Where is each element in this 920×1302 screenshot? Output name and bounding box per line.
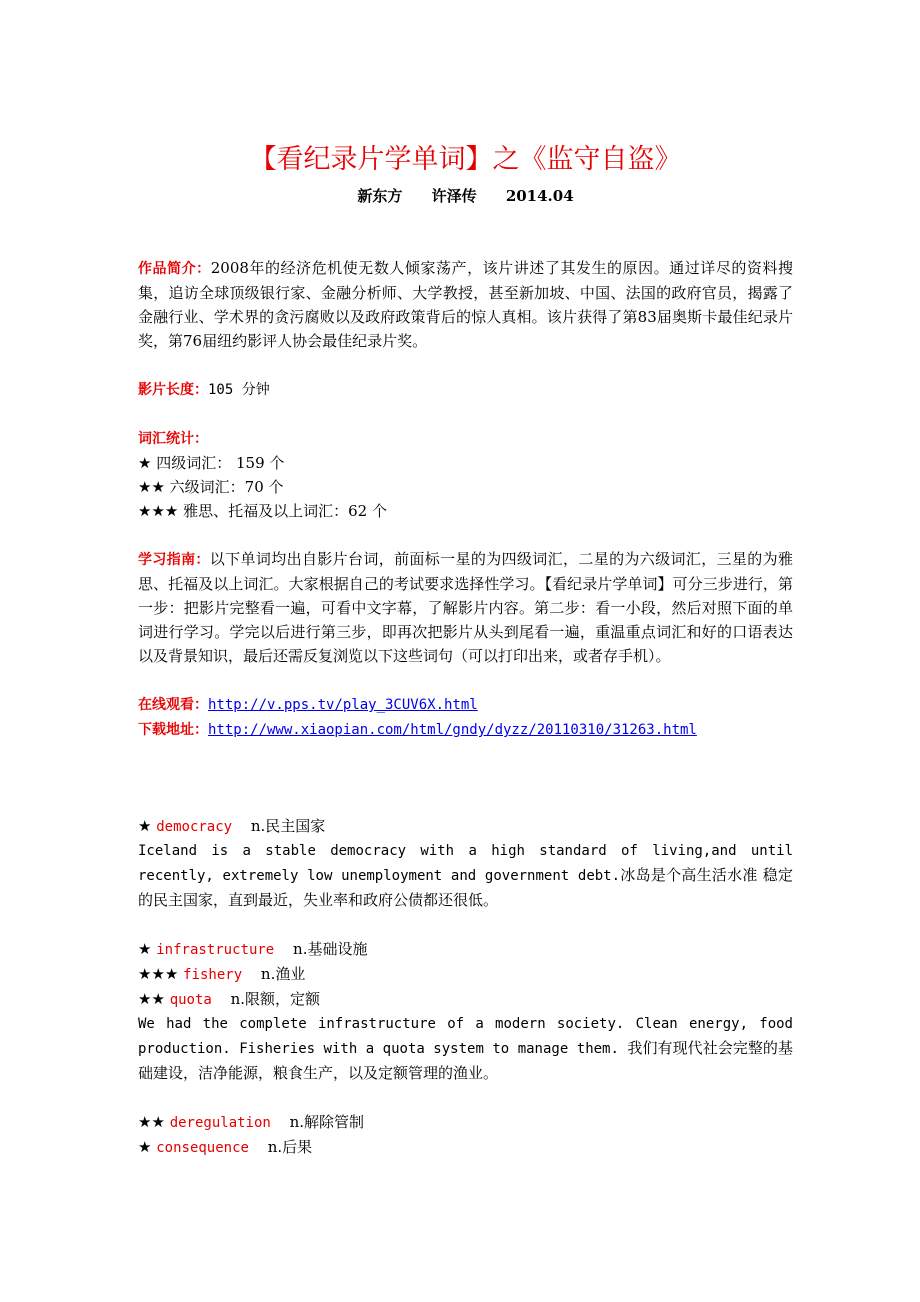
vocab-entry — [138, 987, 793, 1012]
vocab-definition: n.限额，定额 — [230, 990, 321, 1008]
vocab-definition: n.基础设施 — [293, 940, 368, 958]
download-label: 下载地址： — [138, 722, 208, 738]
vocab-word: democracy — [156, 819, 233, 835]
intro-text: 2008年的经济危机使无数人倾家荡产，该片讲述了其发生的原因。通过详尽的资料搜集，追访全球顶级银行家、金融分析师、大学教授，甚至新加坡、中国、法国的政府官员，揭露了金融行业、学术界的贪污腐败以及政府政策背后的惊人真相。该片获得了第83届奥斯卡最佳纪录片奖，第76届纽约影评人协会最佳纪录片奖。 — [138, 259, 793, 350]
online-link[interactable]: http://v.pps.tv/play_3CUV6X.html — [208, 697, 478, 713]
stats-row — [138, 451, 793, 475]
example-sentence — [138, 1012, 793, 1086]
vocab-word: deregulation — [169, 1115, 271, 1131]
vocab-definition: n.后果 — [267, 1138, 313, 1156]
byline-author: 许泽传 — [431, 187, 477, 205]
star-icon: ★★ — [138, 990, 165, 1008]
vocab-entry — [138, 962, 793, 987]
vocab-definition: n.解除管制 — [289, 1113, 365, 1131]
download-link[interactable]: http://www.xiaopian.com/html/gndy/dyzz/20110310/31263.html — [208, 722, 697, 738]
star-icon: ★★★ — [138, 965, 179, 983]
length-label: 影片长度： — [138, 382, 208, 398]
stats-label: 词汇统计： — [138, 431, 208, 447]
intro-label: 作品简介： — [138, 261, 211, 277]
length-section — [138, 377, 793, 402]
vocab-entry — [138, 814, 793, 839]
stats-row-text: 四级词汇： 159 个 — [151, 454, 285, 472]
byline — [138, 184, 793, 208]
star-icon: ★ — [138, 1138, 152, 1156]
byline-date: 2014.04 — [505, 187, 574, 205]
document-page — [138, 140, 793, 1160]
example-chinese: 我们有现代社会完整的基础建设，洁净能源，粮食生产，以及定额管理的渔业。 — [138, 1039, 793, 1082]
star-icon: ★ — [138, 454, 152, 472]
stats-row-text: 雅思、托福及以上词汇：62 个 — [178, 502, 387, 520]
vocab-definition: n.民主国家 — [250, 817, 326, 835]
vocab-entry — [138, 937, 793, 962]
document-title: 【看纪录片学单词】之《监守自盗》 — [249, 144, 682, 175]
vocab-entry — [138, 1135, 793, 1160]
guide-text: 以下单词均出自影片台词，前面标一星的为四级词汇，二星的为六级词汇，三星的为雅思、托福及以上词汇。大家根据自己的考试要求选择性学习。【看纪录片学单词】可分三步进行，第一步：把影片完整看一遍，可看中文字幕，了解影片内容。第二步：看一小段，然后对照下面的单词进行学习。学完以后进行第三步，即再次把影片从头到尾看一遍，重温重点词汇和好的口语表达以及背景知识，最后还需反复浏览以下这些词句（可以打印出来，或者存手机）。 — [138, 550, 794, 665]
star-icon: ★ — [138, 817, 152, 835]
vocab-word: infrastructure — [156, 942, 275, 958]
download-section — [138, 717, 793, 742]
example-english: Iceland is a stable democracy with a high standard of living,and until recently, extremely low unemployment and government debt. — [138, 843, 793, 884]
stats-row — [138, 475, 793, 499]
example-english: We had the complete infrastructure of a modern society. Clean energy, food production. Fisheries with a quota system to manage them. — [138, 1016, 793, 1057]
length-value: 105 分钟 — [208, 382, 270, 398]
guide-label: 学习指南： — [138, 552, 210, 568]
star-icon: ★ — [138, 940, 152, 958]
vocab-definition: n.渔业 — [260, 965, 306, 983]
example-sentence — [138, 839, 793, 913]
vocab-word: quota — [169, 992, 212, 1008]
guide-section — [138, 547, 793, 668]
vocab-word: consequence — [156, 1140, 249, 1156]
star-icon: ★★★ — [138, 502, 179, 520]
online-section — [138, 692, 793, 717]
stats-row — [138, 499, 793, 523]
star-icon: ★★ — [138, 1113, 165, 1131]
online-label: 在线观看： — [138, 697, 208, 713]
stats-row-text: 六级词汇：70 个 — [164, 478, 284, 496]
vocab-entry — [138, 1110, 793, 1135]
stats-label-line — [138, 426, 793, 451]
intro-section — [138, 256, 793, 353]
byline-org: 新东方 — [357, 187, 403, 205]
star-icon: ★★ — [138, 478, 165, 496]
vocab-word: fishery — [183, 967, 243, 983]
example-chinese: 冰岛是个高生活水准 稳定的民主国家，直到最近，失业率和政府公债都还很低。 — [138, 866, 793, 909]
